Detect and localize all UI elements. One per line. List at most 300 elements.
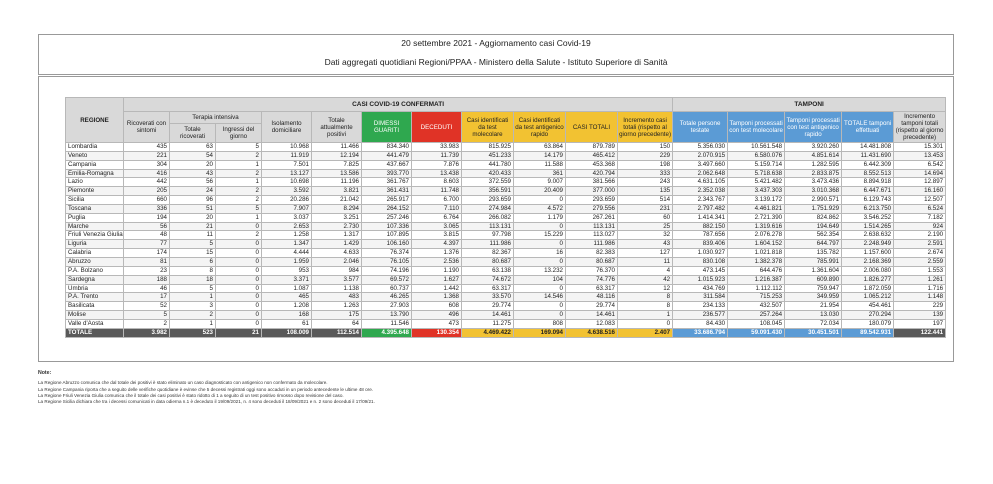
value-cell: 33.570 <box>462 293 514 302</box>
value-cell: 0 <box>216 275 262 284</box>
value-cell: 33.686.794 <box>673 328 728 337</box>
value-cell: 82.367 <box>462 249 514 258</box>
value-cell: 1.317 <box>312 231 362 240</box>
value-cell: 953 <box>262 266 312 275</box>
value-cell: 46 <box>124 284 170 293</box>
value-cell: 1.263 <box>312 302 362 311</box>
value-cell: 1.087 <box>262 284 312 293</box>
value-cell: 106.160 <box>362 240 412 249</box>
col-antigenico: Casi identificati da test antigenico rapido <box>514 112 566 143</box>
value-cell: 2.536 <box>412 257 462 266</box>
value-cell: 0 <box>216 293 262 302</box>
region-cell: Emilia-Romagna <box>66 169 124 178</box>
col-molecolare: Casi identificati da test molecolare <box>462 112 514 143</box>
value-cell: 63.138 <box>462 266 514 275</box>
value-cell: 76.370 <box>566 266 618 275</box>
value-cell: 12.507 <box>894 196 946 205</box>
value-cell: 15.301 <box>894 143 946 152</box>
value-cell: 11.919 <box>262 151 312 160</box>
band-casi: CASI COVID-19 CONFERMATI <box>124 98 673 112</box>
value-cell: 7.182 <box>894 213 946 222</box>
value-cell: 63 <box>170 143 216 152</box>
table-row <box>66 178 946 187</box>
value-cell: 441.479 <box>362 151 412 160</box>
col-ti-totale: Totale ricoverati <box>170 124 216 143</box>
value-cell: 76.105 <box>362 257 412 266</box>
value-cell: 2 <box>216 187 262 196</box>
value-cell: 8.294 <box>312 204 362 213</box>
value-cell: 14.694 <box>894 169 946 178</box>
value-cell: 27.903 <box>362 302 412 311</box>
value-cell: 3.010.368 <box>785 187 842 196</box>
value-cell: 1.751.929 <box>785 204 842 213</box>
value-cell: 815.925 <box>462 143 514 152</box>
value-cell: 882.150 <box>673 222 728 231</box>
value-cell: 11.196 <box>312 178 362 187</box>
region-cell: Friuli Venezia Giulia <box>66 231 124 240</box>
note-line: La Regione Campania riporta che a seguito delle verifiche quotidiane è evinse che 5 decessi registrati oggi sono accaduti in un periodo antecedente le ultime 48 ore. <box>38 386 374 392</box>
value-cell: 420.433 <box>462 169 514 178</box>
value-cell: 150 <box>618 143 673 152</box>
value-cell: 21 <box>216 328 262 337</box>
value-cell: 6.447.671 <box>842 187 894 196</box>
value-cell: 6.524 <box>894 204 946 213</box>
value-cell: 293.659 <box>566 196 618 205</box>
value-cell: 834.340 <box>362 143 412 152</box>
table-row <box>66 319 946 328</box>
value-cell: 0 <box>216 222 262 231</box>
value-cell: 442 <box>124 178 170 187</box>
value-cell: 356.591 <box>462 187 514 196</box>
value-cell: 393.770 <box>362 169 412 178</box>
value-cell: 1.021.818 <box>728 249 785 258</box>
value-cell: 4.638.516 <box>566 328 618 337</box>
value-cell: 23 <box>124 266 170 275</box>
col-dimessi: DIMESSI GUARITI <box>362 112 412 143</box>
value-cell: 139 <box>894 311 946 320</box>
value-cell: 80.687 <box>462 257 514 266</box>
value-cell: 824.862 <box>785 213 842 222</box>
value-cell: 1.065.212 <box>842 293 894 302</box>
value-cell: 361.431 <box>362 187 412 196</box>
value-cell: 14.179 <box>514 151 566 160</box>
value-cell: 8.603 <box>412 178 462 187</box>
value-cell: 197 <box>894 319 946 328</box>
value-cell: 2.046 <box>312 257 362 266</box>
value-cell: 2.591 <box>894 240 946 249</box>
region-cell: Piemonte <box>66 187 124 196</box>
value-cell: 8.894.918 <box>842 178 894 187</box>
note-line: La Regione Abruzzo comunica che dal totale dei positivi è stato eliminato un caso diagnosticato con antigenico non confermato da molecolare. <box>38 380 328 386</box>
band-terapia: Terapia intensiva <box>170 112 262 124</box>
value-cell: 130.354 <box>412 328 462 337</box>
value-cell: 257.264 <box>728 311 785 320</box>
value-cell: 5.718.638 <box>728 169 785 178</box>
value-cell: 1.190 <box>412 266 462 275</box>
value-cell: 135 <box>618 187 673 196</box>
table-row <box>66 213 946 222</box>
value-cell: 644.476 <box>728 266 785 275</box>
value-cell: 2.352.038 <box>673 187 728 196</box>
value-cell: 2.190 <box>894 231 946 240</box>
value-cell: 0 <box>514 222 566 231</box>
table-row <box>66 169 946 178</box>
table-row <box>66 284 946 293</box>
value-cell: 0 <box>216 302 262 311</box>
value-cell: 198 <box>618 160 673 169</box>
value-cell: 3 <box>170 302 216 311</box>
value-cell: 63.317 <box>462 284 514 293</box>
col-incremento: Incremento casi totali (rispetto al giorno precedente) <box>618 112 673 143</box>
value-cell: 42 <box>618 275 673 284</box>
value-cell: 1.376 <box>412 249 462 258</box>
value-cell: 175 <box>312 311 362 320</box>
value-cell: 112.514 <box>312 328 362 337</box>
value-cell: 20.409 <box>514 187 566 196</box>
value-cell: 361.767 <box>362 178 412 187</box>
value-cell: 82.383 <box>566 249 618 258</box>
value-cell: 454.461 <box>842 302 894 311</box>
value-cell: 7.825 <box>312 160 362 169</box>
value-cell: 473 <box>412 319 462 328</box>
value-cell: 11.588 <box>514 160 566 169</box>
value-cell: 0 <box>216 284 262 293</box>
value-cell: 349.959 <box>785 293 842 302</box>
value-cell: 2.006.080 <box>842 266 894 275</box>
value-cell: 113.131 <box>566 222 618 231</box>
value-cell: 451.233 <box>462 151 514 160</box>
value-cell: 108.045 <box>728 319 785 328</box>
value-cell: 1.261 <box>894 275 946 284</box>
value-cell: 8.552.513 <box>842 169 894 178</box>
table-row <box>66 143 946 152</box>
table-row <box>66 266 946 275</box>
value-cell: 6.213.750 <box>842 204 894 213</box>
value-cell: 231 <box>618 204 673 213</box>
col-casi-totali: CASI TOTALI <box>566 112 618 143</box>
value-cell: 60.737 <box>362 284 412 293</box>
value-cell: 1.414.341 <box>673 213 728 222</box>
region-cell: Basilicata <box>66 302 124 311</box>
value-cell: 135.782 <box>785 249 842 258</box>
col-ti-ingressi: Ingressi del giorno <box>216 124 262 143</box>
total-row <box>66 328 946 337</box>
value-cell: 2.674 <box>894 249 946 258</box>
value-cell: 4.469.422 <box>462 328 514 337</box>
value-cell: 1 <box>216 213 262 222</box>
value-cell: 168 <box>262 311 312 320</box>
value-cell: 5 <box>170 284 216 293</box>
value-cell: 11.466 <box>312 143 362 152</box>
value-cell: 33.983 <box>412 143 462 152</box>
region-cell: Campania <box>66 160 124 169</box>
value-cell: 644.797 <box>785 240 842 249</box>
value-cell: 267.261 <box>566 213 618 222</box>
value-cell: 8 <box>618 302 673 311</box>
value-cell: 194 <box>124 213 170 222</box>
value-cell: 48 <box>124 231 170 240</box>
region-cell: Sardegna <box>66 275 124 284</box>
region-cell: Toscana <box>66 204 124 213</box>
value-cell: 496 <box>412 311 462 320</box>
table-row <box>66 187 946 196</box>
value-cell: 229 <box>894 302 946 311</box>
value-cell: 2 <box>170 311 216 320</box>
value-cell: 311.584 <box>673 293 728 302</box>
value-cell: 205 <box>124 187 170 196</box>
region-cell: Valle d'Aosta <box>66 319 124 328</box>
value-cell: 1.208 <box>262 302 312 311</box>
value-cell: 97.798 <box>462 231 514 240</box>
value-cell: 2.343.767 <box>673 196 728 205</box>
value-cell: 11.748 <box>412 187 462 196</box>
value-cell: 243 <box>618 178 673 187</box>
value-cell: 4.572 <box>514 204 566 213</box>
value-cell: 3.497.660 <box>673 160 728 169</box>
value-cell: 4.851.614 <box>785 151 842 160</box>
value-cell: 562.354 <box>785 231 842 240</box>
value-cell: 1.872.059 <box>842 284 894 293</box>
value-cell: 15 <box>170 249 216 258</box>
value-cell: 6.442.309 <box>842 160 894 169</box>
value-cell: 52 <box>124 302 170 311</box>
value-cell: 434.769 <box>673 284 728 293</box>
value-cell: 4.444 <box>262 249 312 258</box>
value-cell: 830.108 <box>673 257 728 266</box>
value-cell: 1 <box>618 311 673 320</box>
value-cell: 304 <box>124 160 170 169</box>
value-cell: 74.672 <box>462 275 514 284</box>
value-cell: 56 <box>124 222 170 231</box>
value-cell: 1.627 <box>412 275 462 284</box>
value-cell: 0 <box>514 311 566 320</box>
value-cell: 2.076.278 <box>728 231 785 240</box>
region-cell: Lombardia <box>66 143 124 152</box>
value-cell: 111.986 <box>566 240 618 249</box>
value-cell: 0 <box>514 196 566 205</box>
value-cell: 113.027 <box>566 231 618 240</box>
value-cell: 5.356.030 <box>673 143 728 152</box>
value-cell: 13.790 <box>362 311 412 320</box>
value-cell: 0 <box>216 266 262 275</box>
value-cell: 715.253 <box>728 293 785 302</box>
value-cell: 1.258 <box>262 231 312 240</box>
value-cell: 453.368 <box>566 160 618 169</box>
value-cell: 5.421.482 <box>728 178 785 187</box>
table-body <box>66 143 946 338</box>
value-cell: 2.721.390 <box>728 213 785 222</box>
col-tamp-mol: Tamponi processati con test molecolare <box>728 112 785 143</box>
value-cell: 266.082 <box>462 213 514 222</box>
value-cell: 56 <box>170 178 216 187</box>
value-cell: 1.604.152 <box>728 240 785 249</box>
value-cell: 221 <box>124 151 170 160</box>
value-cell: 12.897 <box>894 178 946 187</box>
value-cell: 808 <box>514 319 566 328</box>
value-cell: 10.968 <box>262 143 312 152</box>
value-cell: 420.794 <box>566 169 618 178</box>
value-cell: 54 <box>170 151 216 160</box>
value-cell: 2 <box>124 319 170 328</box>
value-cell: 3.037 <box>262 213 312 222</box>
value-cell: 6.129.743 <box>842 196 894 205</box>
value-cell: 14.481.808 <box>842 143 894 152</box>
table-row <box>66 275 946 284</box>
value-cell: 2.248.949 <box>842 240 894 249</box>
value-cell: 21 <box>170 222 216 231</box>
value-cell: 5 <box>124 311 170 320</box>
value-cell: 6.542 <box>894 160 946 169</box>
value-cell: 1 <box>216 160 262 169</box>
value-cell: 2 <box>216 196 262 205</box>
value-cell: 16.160 <box>894 187 946 196</box>
value-cell: 229 <box>618 151 673 160</box>
value-cell: 609.890 <box>785 275 842 284</box>
region-cell: Umbria <box>66 284 124 293</box>
col-tamp-tot: TOTALE tamponi effettuati <box>842 112 894 143</box>
value-cell: 21.954 <box>785 302 842 311</box>
value-cell: 13.453 <box>894 151 946 160</box>
note-line: La Regione Friuli Venezia Giulia comunica che il totale dei casi positivi è stato ridotto di 1 a seguito di un test positivo rimosso dopo revisione del caso. <box>38 392 344 398</box>
value-cell: 5.159.714 <box>728 160 785 169</box>
value-cell: 74.196 <box>362 266 412 275</box>
value-cell: 333 <box>618 169 673 178</box>
value-cell: 13.030 <box>785 311 842 320</box>
value-cell: 14.546 <box>514 293 566 302</box>
region-cell: Marche <box>66 222 124 231</box>
value-cell: 2.070.915 <box>673 151 728 160</box>
value-cell: 11.546 <box>362 319 412 328</box>
notes-section <box>38 370 952 405</box>
region-cell: P.A. Trento <box>66 293 124 302</box>
value-cell: 5 <box>216 143 262 152</box>
value-cell: 279.556 <box>566 204 618 213</box>
value-cell: 1.826.277 <box>842 275 894 284</box>
table-row <box>66 204 946 213</box>
value-cell: 1.216.387 <box>728 275 785 284</box>
value-cell: 5 <box>216 204 262 213</box>
value-cell: 20 <box>170 160 216 169</box>
table-row <box>66 151 946 160</box>
value-cell: 30.451.501 <box>785 328 842 337</box>
region-cell: P.A. Bolzano <box>66 266 124 275</box>
value-cell: 7.110 <box>412 204 462 213</box>
value-cell: 43 <box>170 169 216 178</box>
value-cell: 2.797.482 <box>673 204 728 213</box>
value-cell: 2.638.632 <box>842 231 894 240</box>
value-cell: 11.431.690 <box>842 151 894 160</box>
value-cell: 1.716 <box>894 284 946 293</box>
value-cell: 3.592 <box>262 187 312 196</box>
band-tamponi: TAMPONI <box>673 98 946 112</box>
value-cell: 1.361.604 <box>785 266 842 275</box>
value-cell: 113.131 <box>462 222 514 231</box>
value-cell: 20 <box>170 213 216 222</box>
value-cell: 12 <box>618 284 673 293</box>
value-cell: 2.062.648 <box>673 169 728 178</box>
value-cell: 69.572 <box>362 275 412 284</box>
value-cell: 1.553 <box>894 266 946 275</box>
value-cell: 8 <box>618 293 673 302</box>
value-cell: 2.730 <box>312 222 362 231</box>
value-cell: 1 <box>170 293 216 302</box>
value-cell: 8 <box>170 266 216 275</box>
value-cell: 14.461 <box>462 311 514 320</box>
col-regione: REGIONE <box>66 98 124 143</box>
col-ricoverati: Ricoverati con sintomi <box>124 112 170 143</box>
table-row <box>66 160 946 169</box>
table-row <box>66 249 946 258</box>
value-cell: 785.991 <box>785 257 842 266</box>
value-cell: 107.336 <box>362 222 412 231</box>
value-cell: 984 <box>312 266 362 275</box>
value-cell: 84.430 <box>673 319 728 328</box>
value-cell: 1.514.265 <box>842 222 894 231</box>
value-cell: 188 <box>124 275 170 284</box>
value-cell: 107.895 <box>362 231 412 240</box>
value-cell: 435 <box>124 143 170 152</box>
value-cell: 1.112.112 <box>728 284 785 293</box>
notes-title: Note: <box>38 370 52 376</box>
value-cell: 473.145 <box>673 266 728 275</box>
value-cell: 89.542.931 <box>842 328 894 337</box>
value-cell: 924 <box>894 222 946 231</box>
value-cell: 76.374 <box>362 249 412 258</box>
value-cell: 2.559 <box>894 257 946 266</box>
value-cell: 1.959 <box>262 257 312 266</box>
value-cell: 32 <box>618 231 673 240</box>
value-cell: 1.282.595 <box>785 160 842 169</box>
value-cell: 63.864 <box>514 143 566 152</box>
value-cell: 13.232 <box>514 266 566 275</box>
value-cell: 14.461 <box>566 311 618 320</box>
value-cell: 6.764 <box>412 213 462 222</box>
value-cell: 257.246 <box>362 213 412 222</box>
value-cell: 4.395.648 <box>362 328 412 337</box>
value-cell: 234.133 <box>673 302 728 311</box>
region-cell: Sicilia <box>66 196 124 205</box>
value-cell: 465.412 <box>566 151 618 160</box>
value-cell: 5 <box>170 240 216 249</box>
value-cell: 48.116 <box>566 293 618 302</box>
value-cell: 0 <box>514 257 566 266</box>
value-cell: 0 <box>216 249 262 258</box>
value-cell: 608 <box>412 302 462 311</box>
value-cell: 127 <box>618 249 673 258</box>
value-cell: 0 <box>216 240 262 249</box>
value-cell: 180.079 <box>842 319 894 328</box>
value-cell: 174 <box>124 249 170 258</box>
value-cell: 104 <box>514 275 566 284</box>
value-cell: 3.982 <box>124 328 170 337</box>
value-cell: 4 <box>618 266 673 275</box>
value-cell: 236.577 <box>673 311 728 320</box>
value-cell: 1.442 <box>412 284 462 293</box>
value-cell: 2 <box>216 169 262 178</box>
value-cell: 3.821 <box>312 187 362 196</box>
value-cell: 274.984 <box>462 204 514 213</box>
value-cell: 2.407 <box>618 328 673 337</box>
value-cell: 13.127 <box>262 169 312 178</box>
value-cell: 46.265 <box>362 293 412 302</box>
value-cell: 7.501 <box>262 160 312 169</box>
value-cell: 1.429 <box>312 240 362 249</box>
value-cell: 2.990.571 <box>785 196 842 205</box>
value-cell: 416 <box>124 169 170 178</box>
table-row <box>66 257 946 266</box>
value-cell: 7.876 <box>412 160 462 169</box>
value-cell: 432.507 <box>728 302 785 311</box>
